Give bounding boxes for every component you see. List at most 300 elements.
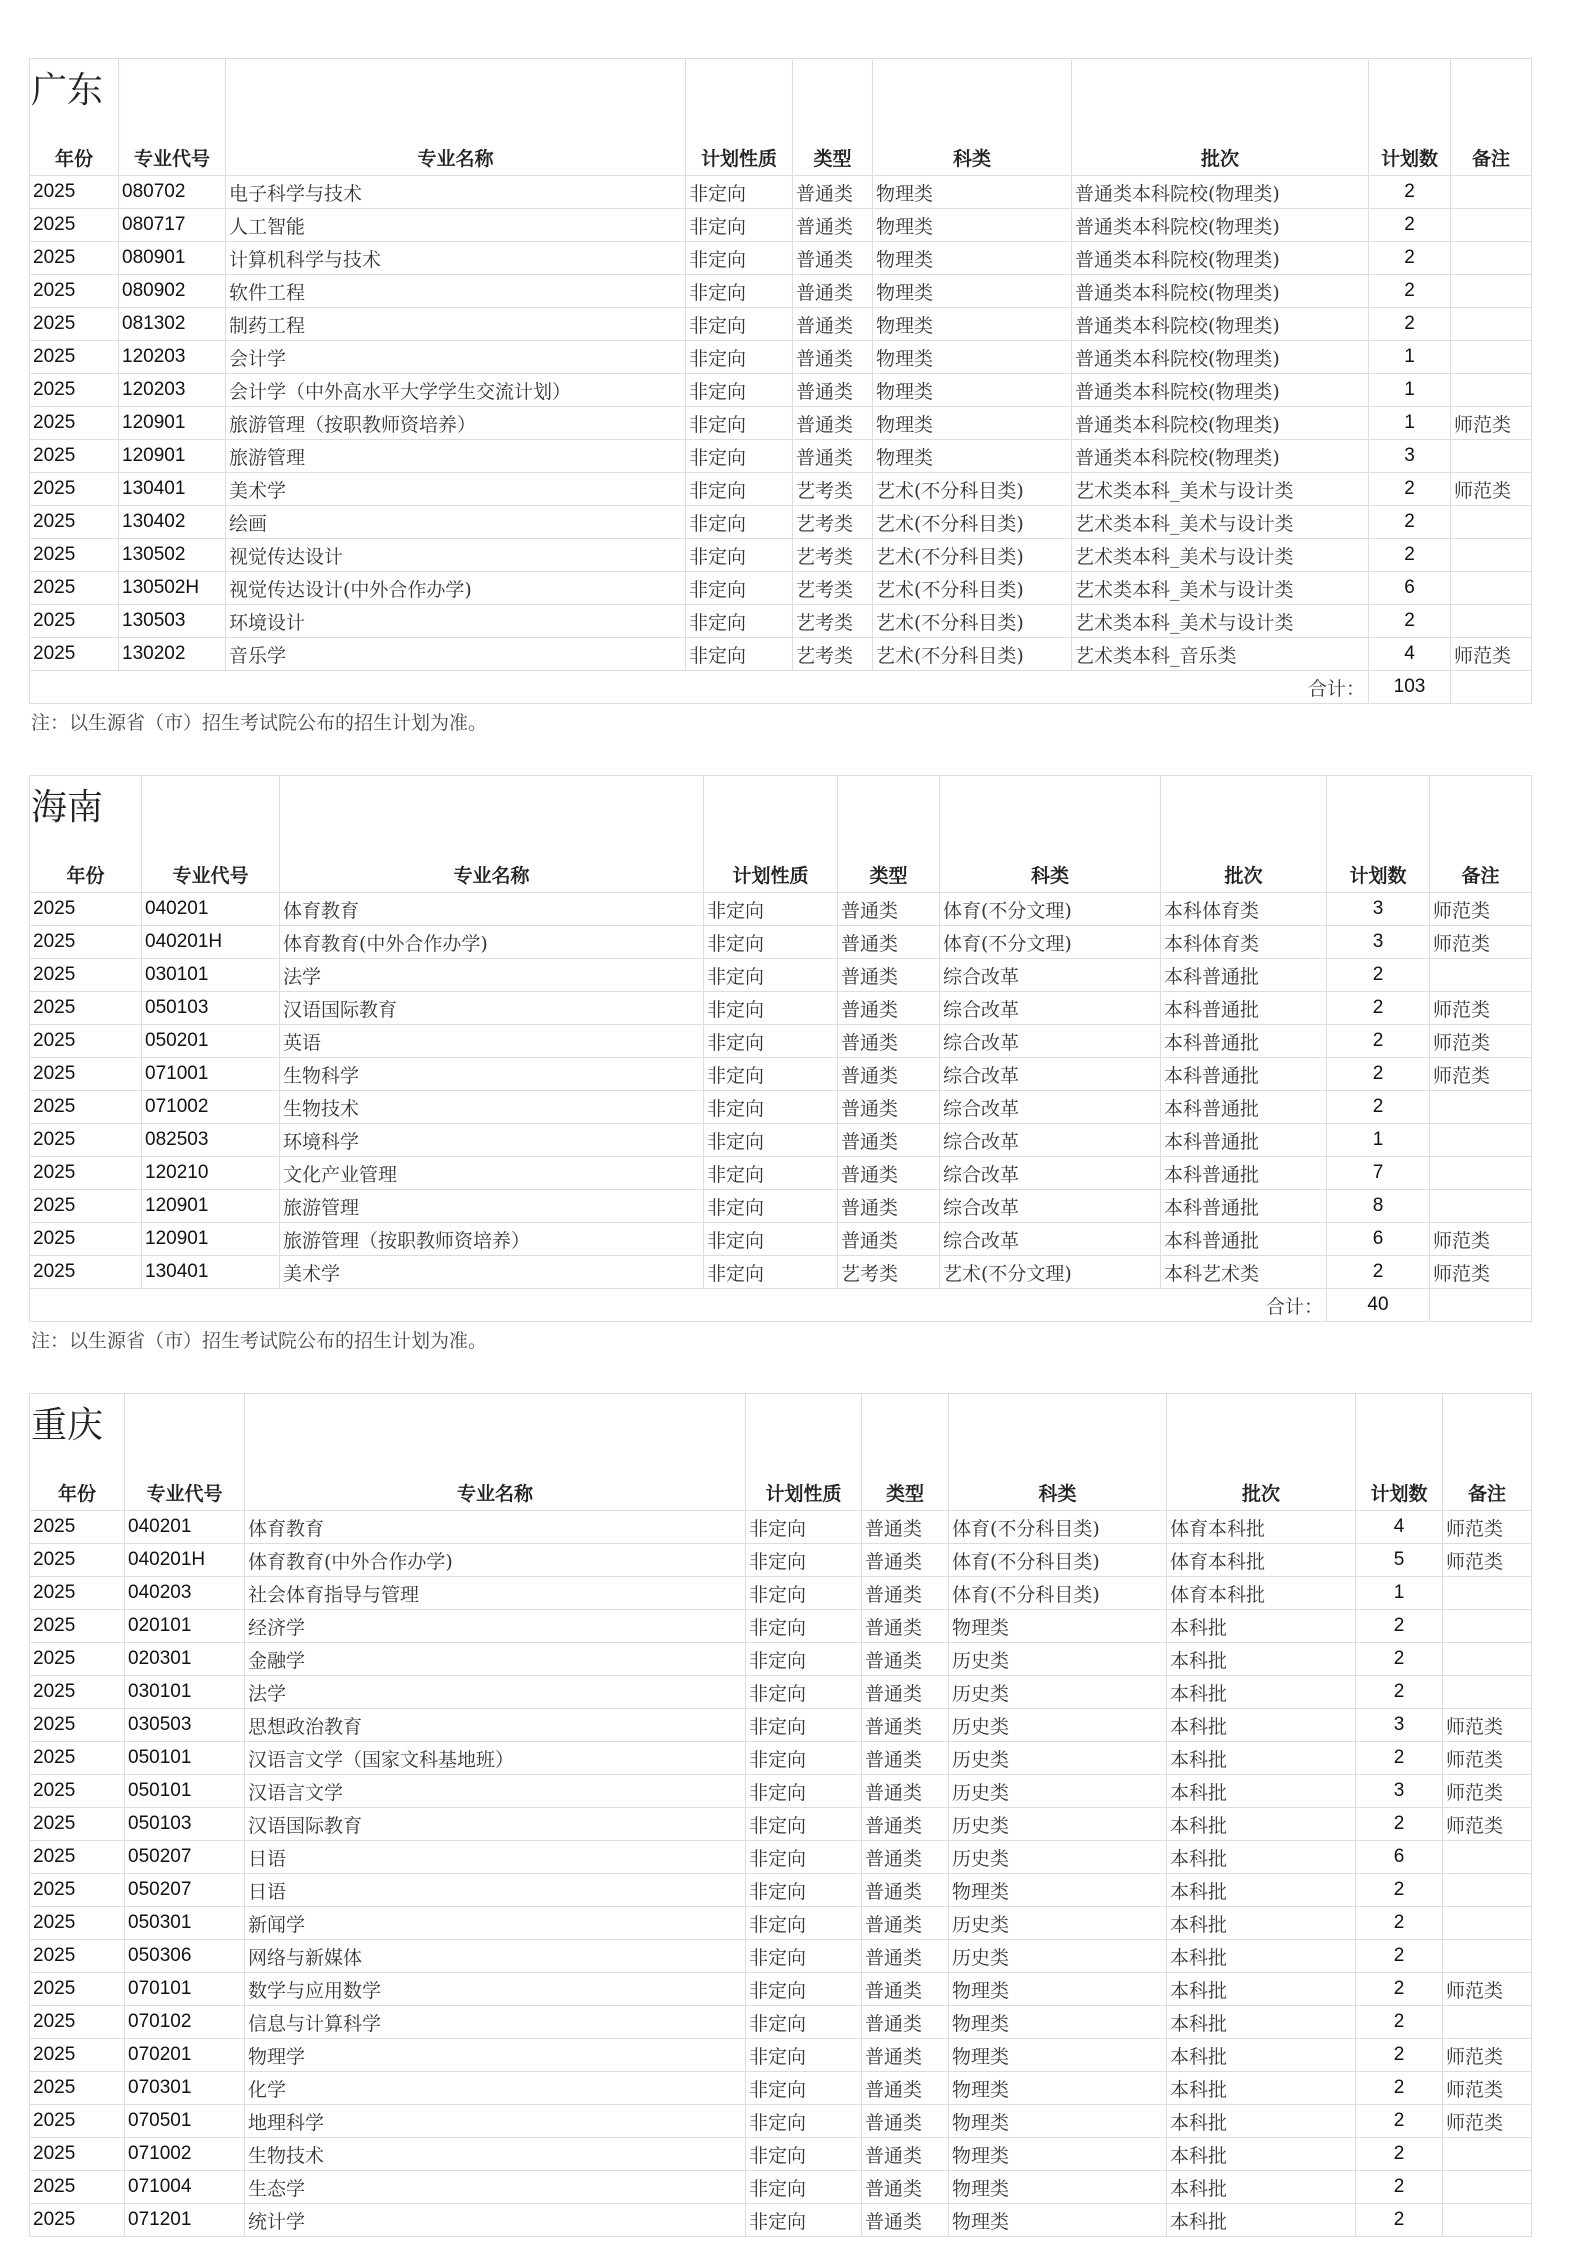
plan-nature-cell: 非定向 (704, 893, 838, 926)
batch-cell: 艺术类本科_美术与设计类 (1072, 539, 1369, 572)
plan-nature-cell: 非定向 (686, 341, 793, 374)
header-row (30, 1394, 1532, 1511)
year-cell: 2025 (30, 473, 119, 506)
batch-cell: 本科批 (1167, 2006, 1356, 2039)
section-guangdong (29, 58, 1531, 704)
remark-cell (1451, 209, 1532, 242)
remark-cell (1443, 1643, 1532, 1676)
type-cell: 普通类 (793, 440, 873, 473)
province-title: 海南 (31, 787, 104, 828)
year-cell: 2025 (30, 1874, 125, 1907)
batch-cell: 本科普通批 (1161, 1157, 1327, 1190)
major-code-cell: 040201 (125, 1511, 245, 1544)
table-row (30, 1610, 1532, 1643)
major-name-cell: 旅游管理（按职教师资培养） (280, 1223, 704, 1256)
column-header: 计划数 (1369, 59, 1451, 176)
plan-count-cell: 3 (1327, 893, 1430, 926)
major-code-cell: 040203 (125, 1577, 245, 1610)
subject-cell: 艺术(不分文理) (940, 1256, 1161, 1289)
year-cell: 2025 (30, 1775, 125, 1808)
major-name-cell: 生物技术 (280, 1091, 704, 1124)
plan-nature-cell: 非定向 (704, 1256, 838, 1289)
remark-cell (1443, 2204, 1532, 2237)
plan-nature-cell: 非定向 (746, 2204, 862, 2237)
subject-cell: 物理类 (949, 2072, 1167, 2105)
remark-cell (1443, 2138, 1532, 2171)
type-cell: 普通类 (862, 1808, 949, 1841)
subject-cell: 历史类 (949, 1676, 1167, 1709)
subject-cell: 历史类 (949, 1709, 1167, 1742)
type-cell: 艺考类 (793, 638, 873, 671)
major-code-cell: 050306 (125, 1940, 245, 1973)
major-name-cell: 信息与计算科学 (245, 2006, 746, 2039)
remark-cell (1451, 539, 1532, 572)
batch-cell: 本科普通批 (1161, 1190, 1327, 1223)
total-count: 103 (1369, 671, 1451, 704)
table-row (30, 2006, 1532, 2039)
batch-cell: 本科批 (1167, 2138, 1356, 2171)
major-code-cell: 050103 (125, 1808, 245, 1841)
table-row (30, 275, 1532, 308)
plan-count-cell: 1 (1369, 374, 1451, 407)
major-code-cell: 130402 (119, 506, 226, 539)
table-row (30, 2072, 1532, 2105)
year-cell: 2025 (30, 2171, 125, 2204)
remark-cell: 师范类 (1451, 473, 1532, 506)
plan-count-cell: 2 (1369, 473, 1451, 506)
type-cell: 普通类 (793, 242, 873, 275)
major-code-cell: 050101 (125, 1775, 245, 1808)
subject-cell: 物理类 (873, 341, 1072, 374)
plan-nature-cell: 非定向 (746, 1874, 862, 1907)
year-cell: 2025 (30, 638, 119, 671)
year-cell: 2025 (30, 1256, 142, 1289)
type-cell: 普通类 (862, 1775, 949, 1808)
remark-cell (1451, 440, 1532, 473)
batch-cell: 艺术类本科_美术与设计类 (1072, 572, 1369, 605)
year-cell: 2025 (30, 308, 119, 341)
remark-cell (1443, 1940, 1532, 1973)
plan-nature-cell: 非定向 (746, 2006, 862, 2039)
year-cell: 2025 (30, 407, 119, 440)
table-row (30, 893, 1532, 926)
table-row (30, 1190, 1532, 1223)
major-code-cell: 050207 (125, 1874, 245, 1907)
major-name-cell: 网络与新媒体 (245, 1940, 746, 1973)
major-code-cell: 070201 (125, 2039, 245, 2072)
major-code-cell: 130401 (119, 473, 226, 506)
type-cell: 普通类 (838, 1091, 940, 1124)
plan-count-cell: 2 (1369, 176, 1451, 209)
major-name-cell: 旅游管理 (280, 1190, 704, 1223)
plan-count-cell: 1 (1356, 1577, 1443, 1610)
plan-nature-cell: 非定向 (704, 1157, 838, 1190)
remark-cell (1451, 242, 1532, 275)
year-cell: 2025 (30, 539, 119, 572)
remark-cell (1451, 341, 1532, 374)
major-code-cell: 020301 (125, 1643, 245, 1676)
major-name-cell: 汉语国际教育 (280, 992, 704, 1025)
year-cell: 2025 (30, 1091, 142, 1124)
major-name-cell: 英语 (280, 1025, 704, 1058)
major-code-cell: 071002 (125, 2138, 245, 2171)
plan-table (29, 1393, 1532, 2237)
plan-nature-cell: 非定向 (686, 539, 793, 572)
plan-nature-cell: 非定向 (686, 242, 793, 275)
subject-cell: 艺术(不分科目类) (873, 572, 1072, 605)
column-header: 专业名称 (245, 1394, 746, 1511)
type-cell: 普通类 (862, 1610, 949, 1643)
remark-cell: 师范类 (1443, 1709, 1532, 1742)
plan-count-cell: 3 (1356, 1775, 1443, 1808)
major-code-cell: 050103 (142, 992, 280, 1025)
remark-cell: 师范类 (1430, 992, 1532, 1025)
major-name-cell: 会计学 (226, 341, 686, 374)
column-header: 专业名称 (280, 776, 704, 893)
major-code-cell: 130401 (142, 1256, 280, 1289)
major-code-cell: 120210 (142, 1157, 280, 1190)
major-name-cell: 物理学 (245, 2039, 746, 2072)
plan-count-cell: 2 (1356, 2105, 1443, 2138)
total-row (30, 1289, 1532, 1322)
plan-count-cell: 2 (1356, 2006, 1443, 2039)
year-cell: 2025 (30, 176, 119, 209)
type-cell: 普通类 (793, 176, 873, 209)
plan-nature-cell: 非定向 (746, 1577, 862, 1610)
major-name-cell: 体育教育(中外合作办学) (280, 926, 704, 959)
plan-count-cell: 2 (1327, 1058, 1430, 1091)
remark-cell (1451, 308, 1532, 341)
year-cell: 2025 (30, 374, 119, 407)
major-code-cell: 050301 (125, 1907, 245, 1940)
plan-count-cell: 2 (1356, 1874, 1443, 1907)
plan-nature-cell: 非定向 (746, 2105, 862, 2138)
subject-cell: 物理类 (873, 275, 1072, 308)
major-code-cell: 071201 (125, 2204, 245, 2237)
plan-count-cell: 2 (1356, 1643, 1443, 1676)
plan-nature-cell: 非定向 (686, 308, 793, 341)
major-name-cell: 日语 (245, 1874, 746, 1907)
column-header: 类型 (793, 59, 873, 176)
table-row (30, 341, 1532, 374)
remark-cell (1430, 1190, 1532, 1223)
plan-count-cell: 3 (1356, 1709, 1443, 1742)
major-name-cell: 汉语言文学 (245, 1775, 746, 1808)
subject-cell: 历史类 (949, 1907, 1167, 1940)
section-hainan (29, 775, 1531, 1322)
remark-cell (1443, 1577, 1532, 1610)
major-name-cell: 生物技术 (245, 2138, 746, 2171)
remark-cell (1430, 1157, 1532, 1190)
footnote: 注：以生源省（市）招生考试院公布的招生计划为准。 (31, 712, 488, 734)
table-row (30, 2105, 1532, 2138)
plan-count-cell: 2 (1369, 242, 1451, 275)
plan-count-cell: 1 (1369, 407, 1451, 440)
plan-nature-cell: 非定向 (746, 1676, 862, 1709)
batch-cell: 本科批 (1167, 1676, 1356, 1709)
major-code-cell: 070101 (125, 1973, 245, 2006)
type-cell: 普通类 (793, 209, 873, 242)
remark-cell: 师范类 (1430, 1058, 1532, 1091)
table-row (30, 506, 1532, 539)
subject-cell: 物理类 (873, 176, 1072, 209)
plan-nature-cell: 非定向 (686, 440, 793, 473)
batch-cell: 本科批 (1167, 2105, 1356, 2138)
major-code-cell: 130503 (119, 605, 226, 638)
plan-nature-cell: 非定向 (686, 176, 793, 209)
year-cell: 2025 (30, 1808, 125, 1841)
plan-count-cell: 5 (1356, 1544, 1443, 1577)
remark-cell (1443, 1676, 1532, 1709)
plan-count-cell: 4 (1369, 638, 1451, 671)
remark-cell: 师范类 (1443, 1775, 1532, 1808)
type-cell: 普通类 (862, 1874, 949, 1907)
plan-nature-cell: 非定向 (704, 1091, 838, 1124)
subject-cell: 综合改革 (940, 1124, 1161, 1157)
batch-cell: 普通类本科院校(物理类) (1072, 407, 1369, 440)
batch-cell: 本科批 (1167, 2072, 1356, 2105)
plan-count-cell: 2 (1369, 506, 1451, 539)
major-code-cell: 080702 (119, 176, 226, 209)
batch-cell: 体育本科批 (1167, 1511, 1356, 1544)
column-header: 备注 (1451, 59, 1532, 176)
subject-cell: 物理类 (873, 407, 1072, 440)
column-header: 备注 (1430, 776, 1532, 893)
type-cell: 普通类 (838, 1223, 940, 1256)
plan-count-cell: 2 (1356, 2138, 1443, 2171)
remark-cell: 师范类 (1451, 407, 1532, 440)
year-cell: 2025 (30, 1124, 142, 1157)
year-cell: 2025 (30, 1907, 125, 1940)
plan-count-cell: 2 (1356, 1808, 1443, 1841)
year-cell: 2025 (30, 959, 142, 992)
table-row (30, 2171, 1532, 2204)
batch-cell: 普通类本科院校(物理类) (1072, 242, 1369, 275)
table-row (30, 1973, 1532, 2006)
year-cell: 2025 (30, 1973, 125, 2006)
table-row (30, 1940, 1532, 1973)
remark-cell (1443, 1610, 1532, 1643)
plan-count-cell: 1 (1327, 1124, 1430, 1157)
major-code-cell: 020101 (125, 1610, 245, 1643)
table-row (30, 1775, 1532, 1808)
year-cell: 2025 (30, 2072, 125, 2105)
type-cell: 普通类 (862, 1676, 949, 1709)
plan-count-cell: 2 (1356, 2072, 1443, 2105)
plan-count-cell: 6 (1356, 1841, 1443, 1874)
batch-cell: 本科普通批 (1161, 1025, 1327, 1058)
batch-cell: 本科批 (1167, 1874, 1356, 1907)
remark-cell (1430, 1124, 1532, 1157)
major-name-cell: 环境科学 (280, 1124, 704, 1157)
batch-cell: 本科批 (1167, 2204, 1356, 2237)
batch-cell: 本科普通批 (1161, 1223, 1327, 1256)
year-cell: 2025 (30, 1223, 142, 1256)
plan-nature-cell: 非定向 (746, 1511, 862, 1544)
year-cell: 2025 (30, 605, 119, 638)
remark-cell: 师范类 (1430, 1223, 1532, 1256)
major-name-cell: 化学 (245, 2072, 746, 2105)
batch-cell: 本科批 (1167, 1742, 1356, 1775)
remark-cell (1430, 959, 1532, 992)
column-header: 年份 (30, 776, 142, 893)
major-code-cell: 082503 (142, 1124, 280, 1157)
table-row (30, 1577, 1532, 1610)
remark-cell: 师范类 (1443, 1973, 1532, 2006)
major-name-cell: 生物科学 (280, 1058, 704, 1091)
major-code-cell: 040201 (142, 893, 280, 926)
year-cell: 2025 (30, 2039, 125, 2072)
type-cell: 普通类 (793, 341, 873, 374)
major-name-cell: 软件工程 (226, 275, 686, 308)
batch-cell: 本科批 (1167, 1808, 1356, 1841)
major-name-cell: 体育教育 (245, 1511, 746, 1544)
remark-cell (1443, 2006, 1532, 2039)
table-row (30, 1742, 1532, 1775)
column-header: 计划性质 (704, 776, 838, 893)
type-cell: 普通类 (862, 2072, 949, 2105)
table-row (30, 959, 1532, 992)
major-name-cell: 美术学 (280, 1256, 704, 1289)
plan-nature-cell: 非定向 (746, 2039, 862, 2072)
subject-cell: 艺术(不分科目类) (873, 539, 1072, 572)
major-name-cell: 体育教育(中外合作办学) (245, 1544, 746, 1577)
subject-cell: 综合改革 (940, 1091, 1161, 1124)
year-cell: 2025 (30, 242, 119, 275)
plan-nature-cell: 非定向 (686, 374, 793, 407)
column-header: 批次 (1161, 776, 1327, 893)
type-cell: 普通类 (862, 2105, 949, 2138)
table-row (30, 1874, 1532, 1907)
plan-count-cell: 1 (1369, 341, 1451, 374)
remark-cell (1451, 275, 1532, 308)
subject-cell: 历史类 (949, 1841, 1167, 1874)
header-row (30, 776, 1532, 893)
column-header: 科类 (873, 59, 1072, 176)
column-header: 专业名称 (226, 59, 686, 176)
subject-cell: 物理类 (873, 440, 1072, 473)
total-row (30, 671, 1532, 704)
plan-nature-cell: 非定向 (746, 1907, 862, 1940)
major-name-cell: 会计学（中外高水平大学学生交流计划） (226, 374, 686, 407)
subject-cell: 体育(不分科目类) (949, 1544, 1167, 1577)
major-name-cell: 旅游管理 (226, 440, 686, 473)
year-cell: 2025 (30, 1676, 125, 1709)
batch-cell: 本科批 (1167, 2039, 1356, 2072)
batch-cell: 本科体育类 (1161, 926, 1327, 959)
batch-cell: 普通类本科院校(物理类) (1072, 176, 1369, 209)
subject-cell: 综合改革 (940, 1190, 1161, 1223)
subject-cell: 综合改革 (940, 1223, 1161, 1256)
batch-cell: 普通类本科院校(物理类) (1072, 209, 1369, 242)
year-cell: 2025 (30, 2138, 125, 2171)
remark-cell: 师范类 (1443, 1808, 1532, 1841)
remark-cell (1451, 605, 1532, 638)
year-cell: 2025 (30, 209, 119, 242)
year-cell: 2025 (30, 2006, 125, 2039)
major-name-cell: 环境设计 (226, 605, 686, 638)
major-code-cell: 050207 (125, 1841, 245, 1874)
type-cell: 普通类 (862, 1841, 949, 1874)
subject-cell: 综合改革 (940, 1025, 1161, 1058)
subject-cell: 艺术(不分科目类) (873, 638, 1072, 671)
type-cell: 普通类 (862, 2006, 949, 2039)
batch-cell: 普通类本科院校(物理类) (1072, 308, 1369, 341)
province-title: 广东 (31, 70, 104, 111)
subject-cell: 物理类 (873, 209, 1072, 242)
major-name-cell: 视觉传达设计 (226, 539, 686, 572)
major-name-cell: 生态学 (245, 2171, 746, 2204)
type-cell: 普通类 (862, 1577, 949, 1610)
major-code-cell: 080902 (119, 275, 226, 308)
column-header: 类型 (838, 776, 940, 893)
batch-cell: 本科艺术类 (1161, 1256, 1327, 1289)
plan-nature-cell: 非定向 (704, 992, 838, 1025)
type-cell: 艺考类 (793, 605, 873, 638)
major-name-cell: 经济学 (245, 1610, 746, 1643)
major-code-cell: 040201H (142, 926, 280, 959)
table-row (30, 1841, 1532, 1874)
subject-cell: 综合改革 (940, 1157, 1161, 1190)
column-header: 科类 (940, 776, 1161, 893)
batch-cell: 普通类本科院校(物理类) (1072, 341, 1369, 374)
major-code-cell: 130502H (119, 572, 226, 605)
type-cell: 普通类 (862, 2138, 949, 2171)
remark-cell: 师范类 (1451, 638, 1532, 671)
year-cell: 2025 (30, 926, 142, 959)
plan-nature-cell: 非定向 (746, 1544, 862, 1577)
column-header: 科类 (949, 1394, 1167, 1511)
type-cell: 普通类 (793, 407, 873, 440)
table-row (30, 638, 1532, 671)
year-cell: 2025 (30, 1709, 125, 1742)
major-name-cell: 法学 (245, 1676, 746, 1709)
subject-cell: 综合改革 (940, 992, 1161, 1025)
year-cell: 2025 (30, 1025, 142, 1058)
major-name-cell: 电子科学与技术 (226, 176, 686, 209)
remark-cell: 师范类 (1443, 1544, 1532, 1577)
major-name-cell: 音乐学 (226, 638, 686, 671)
type-cell: 普通类 (838, 1058, 940, 1091)
major-name-cell: 人工智能 (226, 209, 686, 242)
batch-cell: 本科普通批 (1161, 1124, 1327, 1157)
column-header: 批次 (1072, 59, 1369, 176)
table-row (30, 1511, 1532, 1544)
type-cell: 普通类 (862, 1709, 949, 1742)
remark-cell (1443, 1907, 1532, 1940)
major-name-cell: 金融学 (245, 1643, 746, 1676)
table-row (30, 1676, 1532, 1709)
major-code-cell: 120203 (119, 374, 226, 407)
major-name-cell: 视觉传达设计(中外合作办学) (226, 572, 686, 605)
column-header: 计划数 (1327, 776, 1430, 893)
table-row (30, 1544, 1532, 1577)
subject-cell: 历史类 (949, 1742, 1167, 1775)
remark-cell (1443, 1841, 1532, 1874)
major-code-cell: 030101 (142, 959, 280, 992)
table-row (30, 374, 1532, 407)
remark-cell: 师范类 (1443, 1511, 1532, 1544)
major-name-cell: 汉语言文学（国家文科基地班） (245, 1742, 746, 1775)
plan-nature-cell: 非定向 (704, 1124, 838, 1157)
major-code-cell: 071002 (142, 1091, 280, 1124)
remark-cell: 师范类 (1430, 926, 1532, 959)
plan-nature-cell: 非定向 (704, 1058, 838, 1091)
type-cell: 普通类 (838, 1190, 940, 1223)
year-cell: 2025 (30, 440, 119, 473)
subject-cell: 体育(不分文理) (940, 893, 1161, 926)
table-row (30, 572, 1532, 605)
